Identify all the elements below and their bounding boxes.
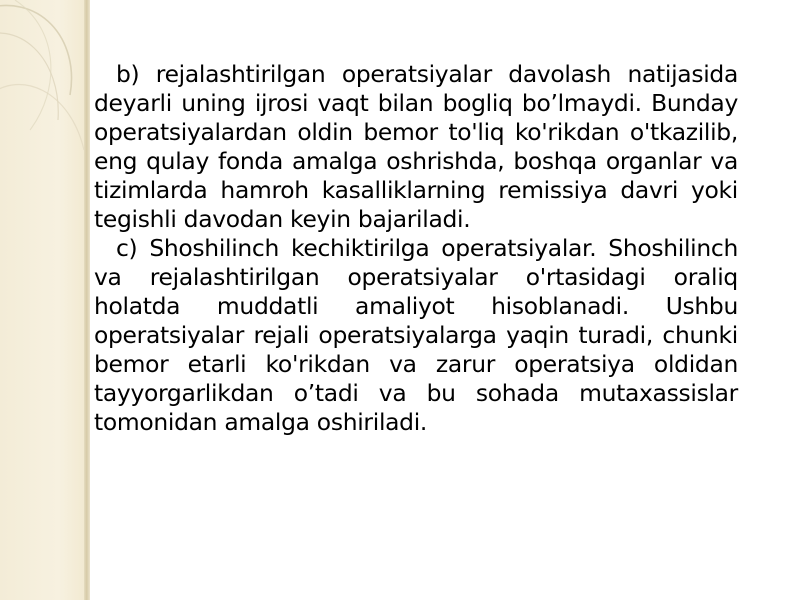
text-content <box>94 60 738 437</box>
decorative-arcs <box>0 0 90 200</box>
paragraph-b: b) rejalashtirilgan operatsiyalar davolash natijasida deyarli uning ijrosi vaqt bilan bogliq bo’lmaydi. Bunday operatsiyalardan oldin bemor to'liq ko'rikdan o'tkazilib, eng qulay fonda amalga oshrishda, boshqa organlar va tizimlarda hamroh kasalliklarning remissiya davri yoki tegishli davodan keyin bajariladi. <box>94 60 738 233</box>
paragraph-c: c) Shoshilinch kechiktirilga operatsiyalar. Shoshilinch va rejalashtirilgan operatsiyalar o'rtasidagi oraliq holatda muddatli amaliyot hisoblanadi. Ushbu operatsiyalar rejali operatsiyalarga yaqin turadi, chunki bemor etarli ko'rikdan va zarur operatsiya oldidan tayyorgarlikdan o’tadi va bu sohada mutaxassislar tomonidan amalga oshiriladi. <box>94 234 738 436</box>
